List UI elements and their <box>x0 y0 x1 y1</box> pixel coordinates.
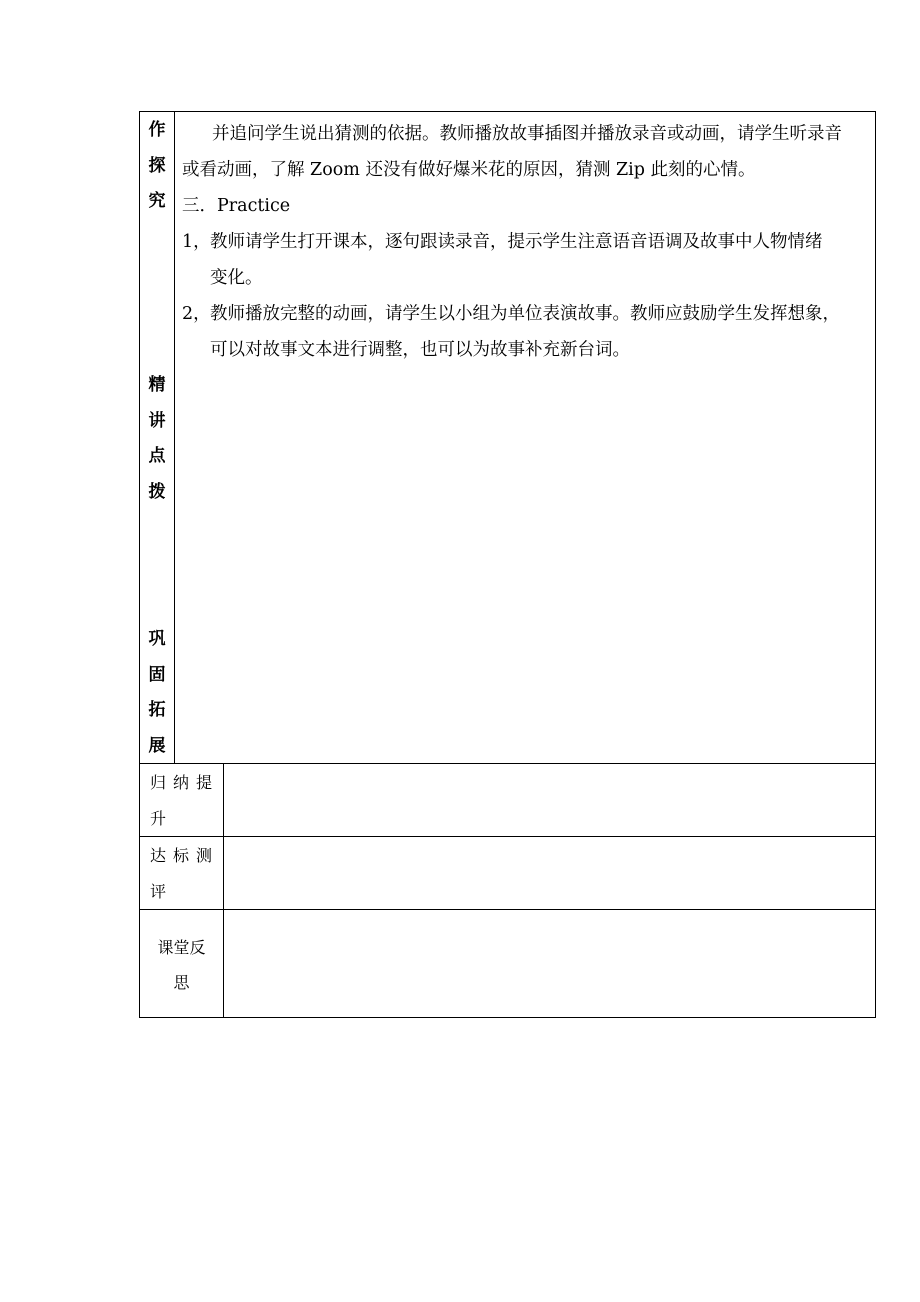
row-label-assessment: 达标测 评 <box>150 846 220 901</box>
intro-line: 或看动画，了解 Zoom 还没有做好爆米花的原因，猜测 Zip 此刻的心情。 <box>182 160 756 180</box>
lesson-content <box>182 116 872 368</box>
row-divider <box>140 763 875 764</box>
item-number: 1， <box>182 232 211 252</box>
row-divider <box>140 836 875 837</box>
section-heading: 三．Practice <box>182 196 291 216</box>
item-number: 2， <box>182 304 211 324</box>
lesson-plan-table <box>139 111 876 1018</box>
side-label-explore: 作 探 究 <box>148 120 166 211</box>
column-divider <box>223 763 224 1017</box>
row-divider <box>140 909 875 910</box>
list-item: 1， 教师请学生打开课本，逐句跟读录音，提示学生注意语音语调及故事中人物情绪 变化。 <box>182 224 872 296</box>
side-label-consolidate: 巩 固 拓 展 <box>148 629 166 756</box>
column-divider <box>174 112 175 763</box>
intro-line: 并追问学生说出猜测的依据。教师播放故事插图并播放录音或动画，请学生听录音 <box>212 124 842 144</box>
side-label-key-points: 精 讲 点 拨 <box>148 375 166 502</box>
row-label-summary: 归纳提 升 <box>150 773 220 828</box>
row-label-reflection: 课堂反 思 <box>157 938 206 992</box>
list-item: 2， 教师播放完整的动画，请学生以小组为单位表演故事。教师应鼓励学生发挥想象， 可以对故事文本进行调整，也可以为故事补充新台词。 <box>182 296 872 368</box>
